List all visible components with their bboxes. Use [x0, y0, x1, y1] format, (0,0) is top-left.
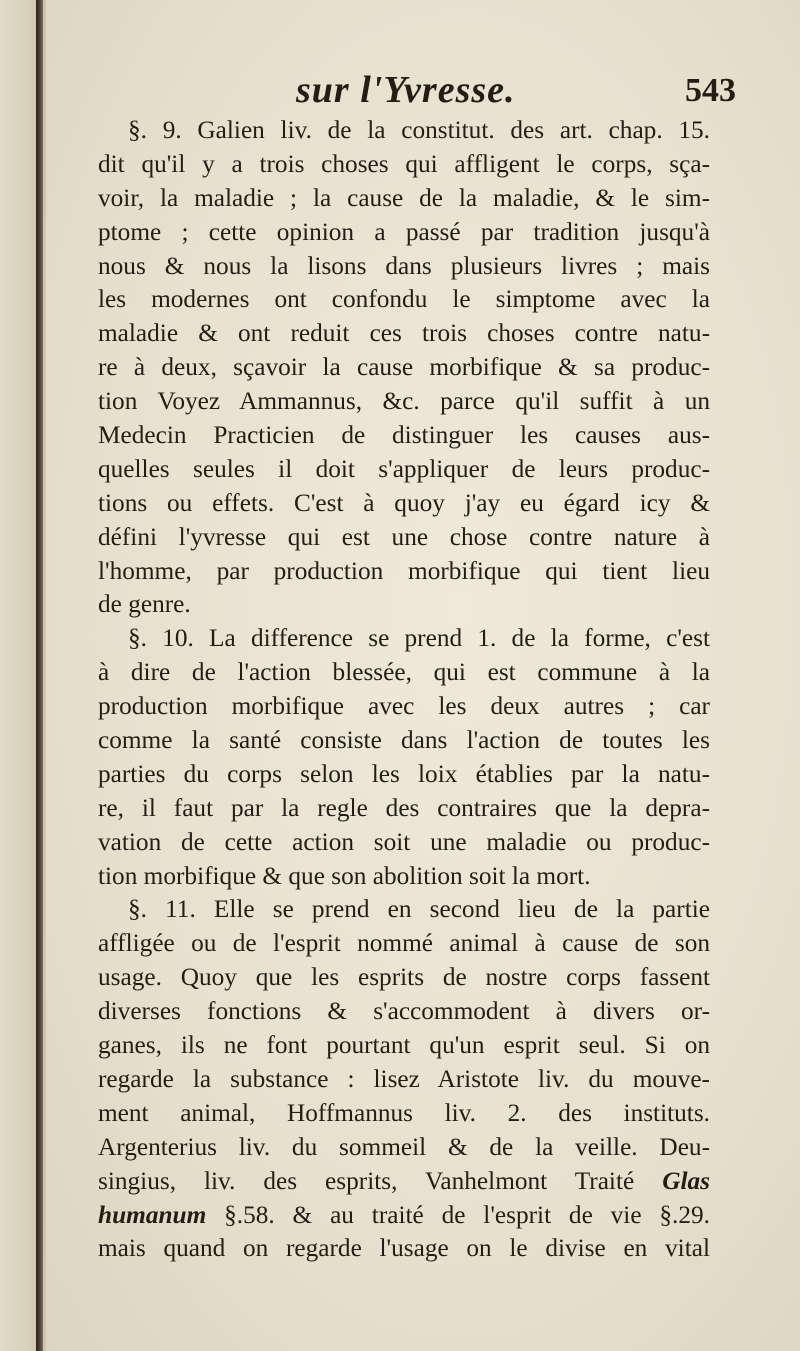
- text-line: affligée ou de l'esprit nommé animal à cause de son: [98, 929, 710, 958]
- body-text: [98, 114, 710, 1266]
- text-line: §. 10. La difference se prend 1. de la forme, c'est: [128, 624, 710, 653]
- text-line: [98, 1165, 710, 1199]
- text-line: §. 9. Galien liv. de la constitut. des art. chap. 15.: [128, 116, 710, 144]
- text-fragment: singius, liv. des esprits, Vanhelmont Traité: [98, 1166, 635, 1195]
- text-line: maladie & ont reduit ces trois choses contre natu-: [98, 319, 710, 348]
- text-line: tions ou effets. C'est à quoy j'ay eu égard icy &: [98, 488, 710, 517]
- text-line: Medecin Practicien de distinguer les causes aus-: [98, 421, 710, 450]
- text-line: parties du corps selon les loix établies par la natu-: [98, 759, 710, 788]
- text-line: ptome ; cette opinion a passé par tradition jusqu'à: [98, 217, 710, 246]
- text-line: comme la santé consiste dans l'action de toutes les: [98, 726, 710, 755]
- italic-fragment: humanum: [98, 1200, 207, 1229]
- text-line: ment animal, Hoffmannus liv. 2. des instituts.: [98, 1098, 710, 1127]
- text-line: l'homme, par production morbifique qui tient lieu: [98, 556, 710, 585]
- text-line: dit qu'il y a trois choses qui affligent le corps, sça-: [98, 149, 710, 178]
- text-line: humanum §.58. & au traité de l'esprit de vie §.29.: [98, 1200, 710, 1229]
- italic-fragment: Glas: [662, 1166, 710, 1195]
- text-line: défini l'yvresse qui est une chose contre nature à: [98, 522, 710, 551]
- text-line: les modernes ont confondu le simptome avec la: [98, 285, 710, 314]
- running-title: sur l'Yvresse.: [296, 69, 516, 111]
- text-line: regarde la substance : lisez Aristote liv. du mouve-: [98, 1064, 710, 1093]
- text-line: re, il faut par la regle des contraires que la depra-: [98, 793, 710, 822]
- text-line: voir, la maladie ; la cause de la maladie, & le sim-: [98, 183, 710, 212]
- text-line: mais quand on regarde l'usage on le divise en vital: [98, 1234, 710, 1263]
- text-line: tion Voyez Ammannus, &c. parce qu'il suffit à un: [98, 387, 710, 416]
- page-number: 543: [685, 72, 736, 109]
- text-line: vation de cette action soit une maladie ou produc-: [98, 827, 710, 856]
- book-binding-edge: [36, 0, 43, 1351]
- text-line: Argenterius liv. du sommeil & de la veille. Deu-: [98, 1132, 710, 1161]
- text-line: nous & nous la lisons dans plusieurs livres ; mais: [98, 251, 710, 280]
- text-line: §. 11. Elle se prend en second lieu de la partie: [128, 895, 710, 924]
- text-line: production morbifique avec les deux autres ; car: [98, 692, 710, 721]
- page-header: [96, 68, 736, 114]
- text-line: usage. Quoy que les esprits de nostre corps fassent: [98, 963, 710, 992]
- text-line: à dire de l'action blessée, qui est commune à la: [98, 658, 710, 687]
- text-line: ganes, ils ne font pourtant qu'un esprit seul. Si on: [98, 1031, 710, 1060]
- text-line: de genre.: [98, 590, 191, 619]
- text-line: re à deux, sçavoir la cause morbifique & sa produc-: [98, 353, 710, 382]
- text-line: diverses fonctions & s'accommodent à divers or-: [98, 997, 710, 1026]
- text-line: tion morbifique & que son abolition soit la mort.: [98, 861, 591, 890]
- text-line: quelles seules il doit s'appliquer de leurs produc-: [98, 454, 710, 483]
